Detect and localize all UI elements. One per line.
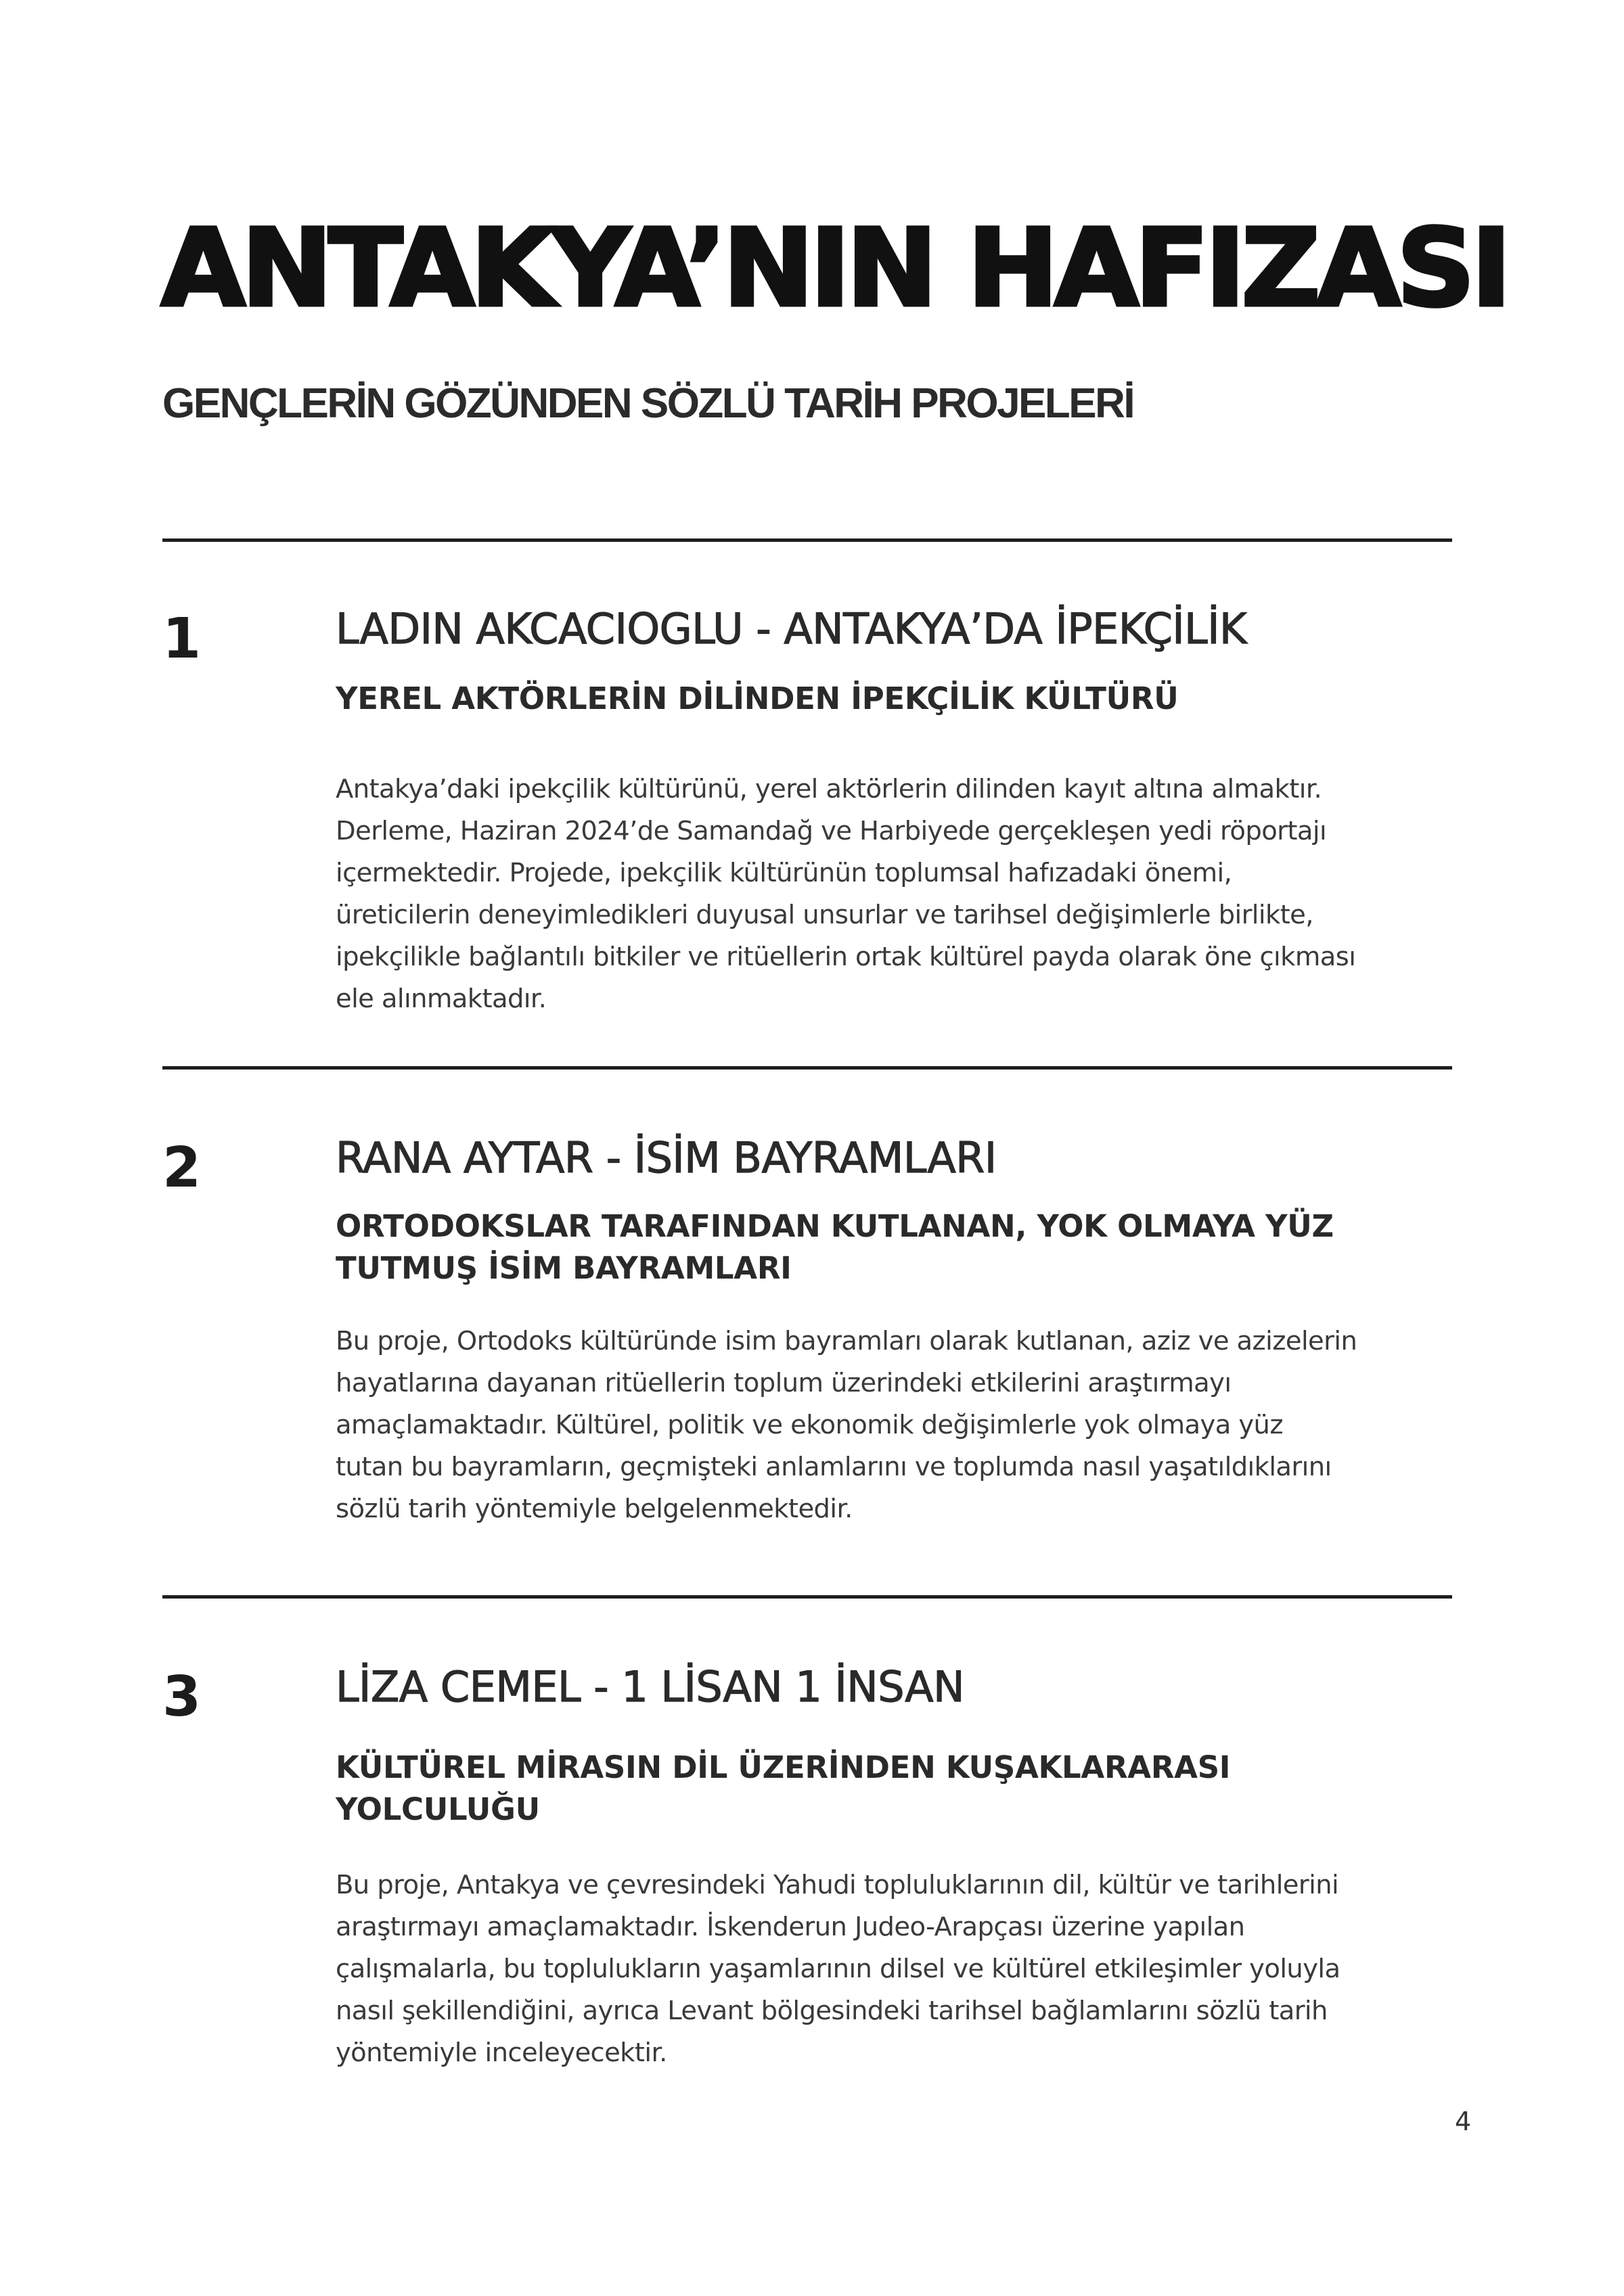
project-subheading-line: TUTMUŞ İSİM BAYRAMLARI bbox=[336, 1250, 792, 1286]
description-line: Bu proje, Antakya ve çevresindeki Yahudi topluluklarının dil, kültür ve tarihlerini bbox=[336, 1870, 1339, 1900]
project-subheading bbox=[336, 678, 1179, 720]
description-line: içermektedir. Projede, ipekçilik kültürünün toplumsal hafızadaki önemi, bbox=[336, 858, 1232, 888]
project-subheading-line: YOLCULUĞU bbox=[336, 1791, 540, 1827]
section-divider bbox=[162, 538, 1452, 542]
project-subheading-line: KÜLTÜREL MİRASIN DİL ÜZERİNDEN KUŞAKLARARASI bbox=[336, 1749, 1231, 1785]
project-description bbox=[336, 1864, 1472, 2074]
description-line: üreticilerin deneyimledikleri duyusal unsurlar ve tarihsel değişimlerle birlikte, bbox=[336, 900, 1313, 930]
project-description bbox=[336, 1321, 1472, 1530]
project-heading: LADIN AKCACIOGLU - ANTAKYA’DA İPEKÇİLİK bbox=[336, 604, 1247, 653]
page-title: ANTAKYA’NIN HAFIZASI bbox=[161, 206, 1508, 331]
description-line: ipekçilikle bağlantılı bitkiler ve ritüellerin ortak kültürel payda olarak öne çıkması bbox=[336, 942, 1356, 972]
project-subheading-line: YEREL AKTÖRLERİN DİLİNDEN İPEKÇİLİK KÜLTÜRÜ bbox=[336, 681, 1179, 716]
description-line: tutan bu bayramların, geçmişteki anlamlarını ve toplumda nasıl yaşatıldıklarını bbox=[336, 1452, 1332, 1482]
project-number: 3 bbox=[162, 1665, 202, 1729]
description-line: hayatlarına dayanan ritüellerin toplum üzerindeki etkilerini araştırmayı bbox=[336, 1368, 1232, 1398]
description-line: araştırmayı amaçlamaktadır. İskenderun Judeo-Arapçası üzerine yapılan bbox=[336, 1912, 1245, 1942]
description-line: Derleme, Haziran 2024’de Samandağ ve Harbiyede gerçekleşen yedi röportajı bbox=[336, 816, 1327, 846]
description-line: amaçlamaktadır. Kültürel, politik ve ekonomik değişimlerle yok olmaya yüz bbox=[336, 1410, 1283, 1440]
description-line: ele alınmaktadır. bbox=[336, 984, 547, 1014]
project-heading: RANA AYTAR - İSİM BAYRAMLARI bbox=[336, 1133, 997, 1183]
project-number: 2 bbox=[162, 1136, 202, 1200]
project-subheading bbox=[336, 1206, 1334, 1289]
description-line: Antakya’daki ipekçilik kültürünü, yerel aktörlerin dilinden kayıt altına almaktır. bbox=[336, 774, 1322, 804]
project-description bbox=[336, 768, 1472, 1020]
page-number: 4 bbox=[1455, 2107, 1472, 2136]
section-divider bbox=[162, 1066, 1452, 1070]
description-line: çalışmalarla, bu toplulukların yaşamlarının dilsel ve kültürel etkileşimler yoluyla bbox=[336, 1954, 1340, 1984]
project-subheading-line: ORTODOKSLAR TARAFINDAN KUTLANAN, YOK OLMAYA YÜZ bbox=[336, 1208, 1334, 1244]
project-subheading bbox=[336, 1747, 1230, 1831]
description-line: yöntemiyle inceleyecektir. bbox=[336, 2038, 667, 2068]
description-line: sözlü tarih yöntemiyle belgelenmektedir. bbox=[336, 1494, 853, 1524]
description-line: nasıl şekillendiğini, ayrıca Levant bölgesindeki tarihsel bağlamlarını sözlü tarih bbox=[336, 1996, 1328, 2026]
section-divider bbox=[162, 1595, 1452, 1599]
project-heading: LİZA CEMEL - 1 LİSAN 1 İNSAN bbox=[336, 1662, 964, 1712]
description-line: Bu proje, Ortodoks kültüründe isim bayramları olarak kutlanan, aziz ve azizelerin bbox=[336, 1326, 1357, 1356]
project-number: 1 bbox=[162, 607, 202, 671]
page-subtitle: GENÇLERİN GÖZÜNDEN SÖZLÜ TARİH PROJELERİ bbox=[162, 380, 1134, 427]
